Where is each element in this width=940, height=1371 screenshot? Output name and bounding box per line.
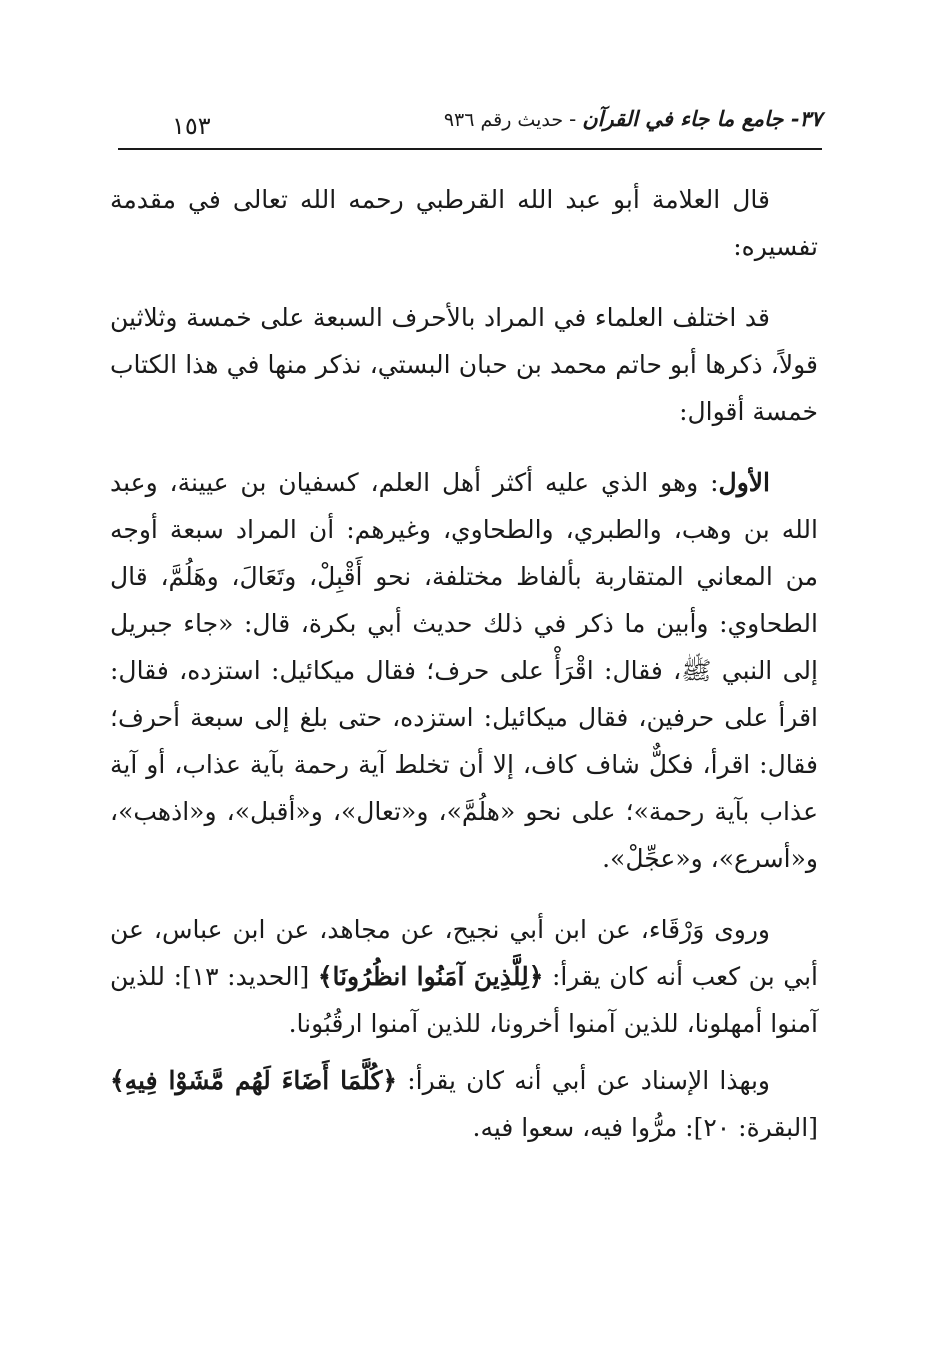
body-text <box>110 176 818 1175</box>
page-number: ١٥٣ <box>158 112 225 140</box>
warqa-text-after: [الحديد: ١٣]: للذين آمنوا أمهلونا، للذين آمنوا أخرونا، للذين آمنوا ارقُبُونا. <box>110 962 818 1038</box>
paragraph-intro: قال العلامة أبو عبد الله القرطبي رحمه الله تعالى في مقدمة تفسيره: <box>110 185 818 261</box>
quran-verse-hadid: ﴿لِلَّذِينَ آمَنُوا انظُرُونَا﴾ <box>317 962 544 991</box>
paragraph-warqa-narration <box>110 906 818 1047</box>
isnad-text-before: وبهذا الإسناد عن أبي أنه كان يقرأ: <box>397 1066 770 1095</box>
paragraph-disagreement: قد اختلف العلماء في المراد بالأحرف السبعة على خمسة وثلاثين قولاً، ذكرها أبو حاتم محمد بن حبان البستي، نذكر منها في هذا الكتاب خمسة أقوال: <box>110 303 818 426</box>
first-opinion-body: : وهو الذي عليه أكثر أهل العلم، كسفيان بن عيينة، وعبد الله بن وهب، والطبري، والطحاوي، وغيرهم: أن المراد سبعة أوجه من المعاني المتقاربة بألفاظ مختلفة، نحو أَقْبِلْ، وتَعَالَ، وهَلُمَّ، قال الطحاوي: وأبين ما ذكر في ذلك حديث أبي بكرة، قال: «جاء جبريل إلى النبي ﷺ، فقال: اقْرَأْ على حرف؛ فقال ميكائيل: استزده، فقال: اقرأ على حرفين، فقال ميكائيل: استزده، حتى بلغ إلى سبعة أحرف؛ فقال: اقرأ، فكلٌّ شاف كاف، إلا أن تخلط آية رحمة بآية عذاب، أو آية عذاب بآية رحمة»؛ على نحو «هلُمَّ»، و«تعال»، و«أقبل»، و«اذهب»، و«أسرع»، و«عجِّلْ». <box>110 468 818 873</box>
warqa-text-before: وروى وَرْقَاء، عن ابن أبي نجيح، عن مجاهد، عن ابن عباس، عن أبي بن كعب أنه كان يقرأ: <box>110 915 818 991</box>
running-header <box>118 104 822 150</box>
header-title <box>444 106 822 131</box>
hadith-reference: حديث رقم ٩٣٦ <box>443 109 564 131</box>
paragraph-isnad-narration <box>110 1057 818 1151</box>
first-opinion-lead: الأول <box>718 468 770 497</box>
isnad-text-after: [البقرة: ٢٠]: مرُّوا فيه، سعوا فيه. <box>472 1113 818 1142</box>
header-rule <box>118 148 822 150</box>
paragraph-first-opinion <box>110 459 818 882</box>
quran-verse-baqara: ﴿كُلَّمَا أَضَاءَ لَهُم مَّشَوْا فِيهِ﴾ <box>110 1066 398 1095</box>
header-separator: - <box>569 107 577 131</box>
chapter-title: ٣٧- جامع ما جاء في القرآن <box>582 106 822 131</box>
